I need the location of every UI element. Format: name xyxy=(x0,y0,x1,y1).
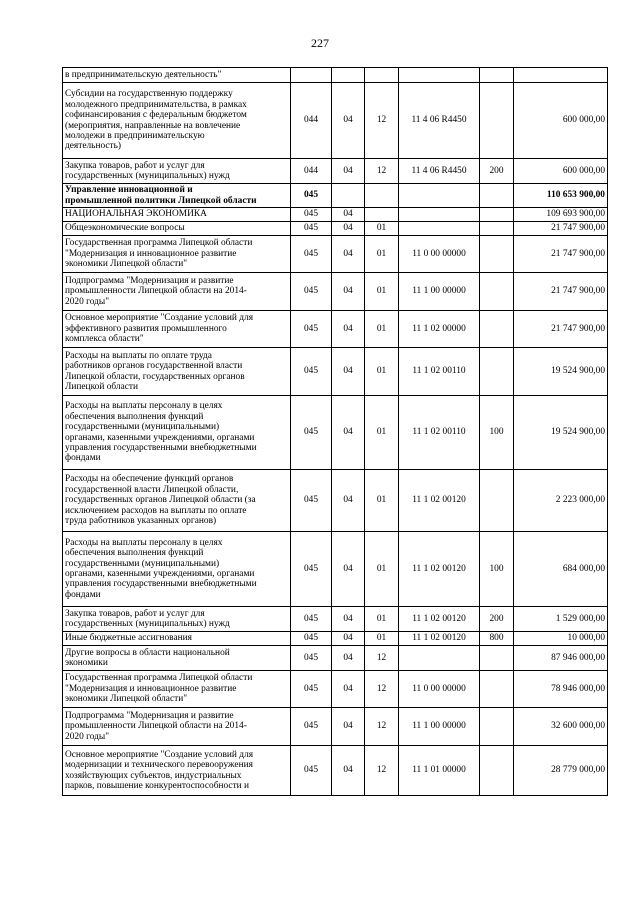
ministry-code-cell: 045 xyxy=(291,311,332,348)
target-article-cell: 11 1 00 00000 xyxy=(399,273,480,311)
section-code-cell: 04 xyxy=(332,607,365,632)
target-article-cell xyxy=(399,646,480,671)
row-name-cell: Иные бюджетные ассигнования xyxy=(63,632,291,646)
amount-cell: 28 779 000,00 xyxy=(514,746,608,796)
row-name-cell: Субсидии на государственную поддержку молодежного предпринимательства, в рамках софинансирования с федеральным бюджетом (мероприятия, направленные на вовлечение молодежи в предпринимательскую деятельность) xyxy=(63,83,291,159)
expense-type-cell xyxy=(480,208,514,222)
amount-cell: 21 747 900,00 xyxy=(514,222,608,236)
budget-table xyxy=(62,67,608,796)
ministry-code-cell: 044 xyxy=(291,159,332,184)
section-code-cell: 04 xyxy=(332,396,365,470)
section-code-cell: 04 xyxy=(332,470,365,532)
ministry-code-cell: 045 xyxy=(291,607,332,632)
expense-type-cell xyxy=(480,236,514,273)
section-code-cell: 04 xyxy=(332,273,365,311)
target-article-cell: 11 1 00 00000 xyxy=(399,708,480,746)
ministry-code-cell: 045 xyxy=(291,208,332,222)
table-row xyxy=(63,470,608,532)
table-row xyxy=(63,708,608,746)
target-article-cell: 11 1 02 00120 xyxy=(399,470,480,532)
ministry-code-cell: 045 xyxy=(291,222,332,236)
row-name-cell: в предпринимательскую деятельность" xyxy=(63,68,291,83)
table-row xyxy=(63,348,608,396)
ministry-code-cell: 044 xyxy=(291,83,332,159)
amount-cell: 78 946 000,00 xyxy=(514,671,608,708)
table-row xyxy=(63,222,608,236)
amount-cell: 10 000,00 xyxy=(514,632,608,646)
target-article-cell: 11 1 02 00000 xyxy=(399,311,480,348)
expense-type-cell xyxy=(480,311,514,348)
subsection-code-cell: 12 xyxy=(365,646,399,671)
target-article-cell xyxy=(399,68,480,83)
expense-type-cell xyxy=(480,746,514,796)
row-name-cell: Закупка товаров, работ и услуг для государственных (муниципальных) нужд xyxy=(63,607,291,632)
expense-type-cell xyxy=(480,184,514,208)
row-name-cell: Управление инновационной и промышленной политики Липецкой области xyxy=(63,184,291,208)
expense-type-cell xyxy=(480,68,514,83)
expense-type-cell xyxy=(480,222,514,236)
target-article-cell: 11 1 02 00110 xyxy=(399,396,480,470)
target-article-cell: 11 0 00 00000 xyxy=(399,671,480,708)
subsection-code-cell xyxy=(365,208,399,222)
ministry-code-cell: 045 xyxy=(291,348,332,396)
row-name-cell: НАЦИОНАЛЬНАЯ ЭКОНОМИКА xyxy=(63,208,291,222)
target-article-cell xyxy=(399,184,480,208)
section-code-cell: 04 xyxy=(332,311,365,348)
ministry-code-cell xyxy=(291,68,332,83)
amount-cell: 19 524 900,00 xyxy=(514,348,608,396)
row-name-cell: Основное мероприятие "Создание условий для эффективного развития промышленного комплекса области" xyxy=(63,311,291,348)
amount-cell: 21 747 900,00 xyxy=(514,311,608,348)
table-row xyxy=(63,83,608,159)
target-article-cell: 11 4 06 R4450 xyxy=(399,83,480,159)
expense-type-cell: 100 xyxy=(480,396,514,470)
ministry-code-cell: 045 xyxy=(291,708,332,746)
expense-type-cell xyxy=(480,708,514,746)
amount-cell xyxy=(514,68,608,83)
amount-cell: 21 747 900,00 xyxy=(514,273,608,311)
amount-cell: 32 600 000,00 xyxy=(514,708,608,746)
table-row xyxy=(63,532,608,607)
row-name-cell: Закупка товаров, работ и услуг для государственных (муниципальных) нужд xyxy=(63,159,291,184)
table-row xyxy=(63,632,608,646)
expense-type-cell xyxy=(480,83,514,159)
subsection-code-cell: 01 xyxy=(365,396,399,470)
amount-cell: 110 653 900,00 xyxy=(514,184,608,208)
table-row xyxy=(63,746,608,796)
ministry-code-cell: 045 xyxy=(291,632,332,646)
subsection-code-cell xyxy=(365,184,399,208)
target-article-cell: 11 1 02 00120 xyxy=(399,632,480,646)
section-code-cell: 04 xyxy=(332,159,365,184)
section-code-cell: 04 xyxy=(332,83,365,159)
target-article-cell: 11 4 06 R4450 xyxy=(399,159,480,184)
subsection-code-cell: 01 xyxy=(365,632,399,646)
ministry-code-cell: 045 xyxy=(291,470,332,532)
subsection-code-cell: 01 xyxy=(365,311,399,348)
target-article-cell xyxy=(399,208,480,222)
table-row xyxy=(63,208,608,222)
amount-cell: 2 223 000,00 xyxy=(514,470,608,532)
target-article-cell: 11 1 02 00110 xyxy=(399,348,480,396)
subsection-code-cell: 12 xyxy=(365,83,399,159)
ministry-code-cell: 045 xyxy=(291,184,332,208)
page-number: 227 xyxy=(311,36,329,50)
table-row xyxy=(63,184,608,208)
subsection-code-cell: 01 xyxy=(365,607,399,632)
ministry-code-cell: 045 xyxy=(291,532,332,607)
section-code-cell: 04 xyxy=(332,746,365,796)
subsection-code-cell: 01 xyxy=(365,222,399,236)
ministry-code-cell: 045 xyxy=(291,236,332,273)
row-name-cell: Государственная программа Липецкой области "Модернизация и инновационное развитие экономики Липецкой области" xyxy=(63,671,291,708)
section-code-cell: 04 xyxy=(332,671,365,708)
ministry-code-cell: 045 xyxy=(291,273,332,311)
budget-rows xyxy=(63,68,608,796)
section-code-cell: 04 xyxy=(332,208,365,222)
amount-cell: 1 529 000,00 xyxy=(514,607,608,632)
section-code-cell: 04 xyxy=(332,222,365,236)
table-row xyxy=(63,646,608,671)
table-row xyxy=(63,68,608,83)
row-name-cell: Подпрограмма "Модернизация и развитие промышленности Липецкой области на 2014- 2020 годы" xyxy=(63,273,291,311)
section-code-cell: 04 xyxy=(332,348,365,396)
subsection-code-cell: 01 xyxy=(365,470,399,532)
subsection-code-cell: 01 xyxy=(365,348,399,396)
ministry-code-cell: 045 xyxy=(291,746,332,796)
table-row xyxy=(63,311,608,348)
table-row xyxy=(63,236,608,273)
row-name-cell: Расходы на выплаты персоналу в целях обеспечения выполнения функций государственными (муниципальными) органами, казенными учреждениями, органами управления государственными внебюджетными фондами xyxy=(63,396,291,470)
expense-type-cell: 800 xyxy=(480,632,514,646)
row-name-cell: Общеэкономические вопросы xyxy=(63,222,291,236)
expense-type-cell: 200 xyxy=(480,607,514,632)
ministry-code-cell: 045 xyxy=(291,396,332,470)
amount-cell: 87 946 000,00 xyxy=(514,646,608,671)
section-code-cell xyxy=(332,68,365,83)
amount-cell: 600 000,00 xyxy=(514,159,608,184)
subsection-code-cell: 01 xyxy=(365,532,399,607)
section-code-cell: 04 xyxy=(332,236,365,273)
table-row xyxy=(63,396,608,470)
row-name-cell: Другие вопросы в области национальной экономики xyxy=(63,646,291,671)
table-row xyxy=(63,273,608,311)
subsection-code-cell: 12 xyxy=(365,671,399,708)
expense-type-cell xyxy=(480,348,514,396)
section-code-cell xyxy=(332,184,365,208)
expense-type-cell xyxy=(480,671,514,708)
section-code-cell: 04 xyxy=(332,532,365,607)
section-code-cell: 04 xyxy=(332,646,365,671)
expense-type-cell xyxy=(480,470,514,532)
amount-cell: 109 693 900,00 xyxy=(514,208,608,222)
target-article-cell: 11 1 02 00120 xyxy=(399,532,480,607)
table-row xyxy=(63,607,608,632)
subsection-code-cell: 12 xyxy=(365,159,399,184)
row-name-cell: Расходы на обеспечение функций органов государственной власти Липецкой области, государственных органов Липецкой области (за исключением расходов на выплаты по оплате труда работников указанных органов) xyxy=(63,470,291,532)
target-article-cell: 11 0 00 00000 xyxy=(399,236,480,273)
subsection-code-cell: 12 xyxy=(365,708,399,746)
target-article-cell: 11 1 02 00120 xyxy=(399,607,480,632)
expense-type-cell: 200 xyxy=(480,159,514,184)
table-row xyxy=(63,671,608,708)
target-article-cell xyxy=(399,222,480,236)
subsection-code-cell xyxy=(365,68,399,83)
amount-cell: 19 524 900,00 xyxy=(514,396,608,470)
row-name-cell: Расходы на выплаты по оплате труда работников органов государственной власти Липецкой области, государственных органов Липецкой области xyxy=(63,348,291,396)
subsection-code-cell: 12 xyxy=(365,746,399,796)
row-name-cell: Государственная программа Липецкой области "Модернизация и инновационное развитие экономики Липецкой области" xyxy=(63,236,291,273)
expense-type-cell xyxy=(480,646,514,671)
ministry-code-cell: 045 xyxy=(291,646,332,671)
row-name-cell: Подпрограмма "Модернизация и развитие промышленности Липецкой области на 2014- 2020 годы" xyxy=(63,708,291,746)
expense-type-cell xyxy=(480,273,514,311)
row-name-cell: Расходы на выплаты персоналу в целях обеспечения выполнения функций государственными (муниципальными) органами, казенными учреждениями, органами управления государственными внебюджетными фондами xyxy=(63,532,291,607)
expense-type-cell: 100 xyxy=(480,532,514,607)
amount-cell: 600 000,00 xyxy=(514,83,608,159)
subsection-code-cell: 01 xyxy=(365,236,399,273)
ministry-code-cell: 045 xyxy=(291,671,332,708)
row-name-cell: Основное мероприятие "Создание условий для модернизации и технического перевооружения хозяйствующих субъектов, индустриальных парков, повышение конкурентоспособности и xyxy=(63,746,291,796)
section-code-cell: 04 xyxy=(332,708,365,746)
subsection-code-cell: 01 xyxy=(365,273,399,311)
table-row xyxy=(63,159,608,184)
section-code-cell: 04 xyxy=(332,632,365,646)
target-article-cell: 11 1 01 00000 xyxy=(399,746,480,796)
amount-cell: 684 000,00 xyxy=(514,532,608,607)
amount-cell: 21 747 900,00 xyxy=(514,236,608,273)
